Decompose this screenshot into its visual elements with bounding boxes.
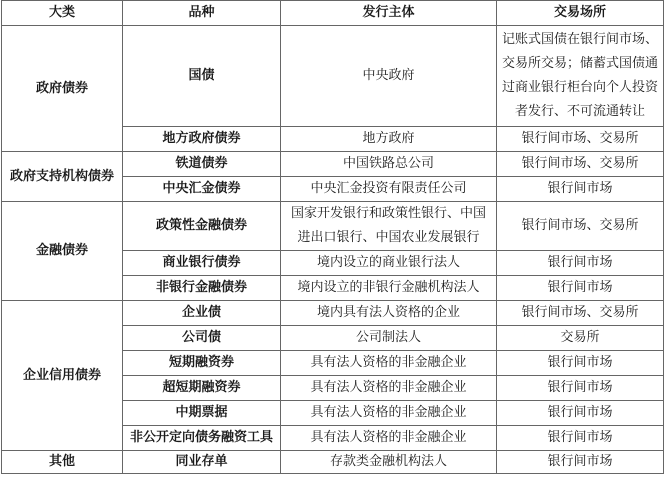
variety-cell: 商业银行债券 bbox=[123, 251, 281, 276]
issuer-cell: 具有法人资格的非金融企业 bbox=[281, 426, 497, 451]
issuer-cell: 中央政府 bbox=[281, 26, 497, 127]
variety-cell: 铁道债券 bbox=[123, 152, 281, 177]
venue-cell: 银行间市场 bbox=[497, 401, 664, 426]
venue-cell: 银行间市场 bbox=[497, 251, 664, 276]
table-row bbox=[2, 26, 664, 127]
category-cell: 金融债券 bbox=[2, 202, 123, 301]
variety-cell: 短期融资券 bbox=[123, 351, 281, 376]
issuer-cell: 中央汇金投资有限责任公司 bbox=[281, 177, 497, 202]
issuer-cell: 存款类金融机构法人 bbox=[281, 451, 497, 474]
table-row bbox=[2, 301, 664, 326]
variety-cell: 非公开定向债务融资工具 bbox=[123, 426, 281, 451]
issuer-cell: 境内具有法人资格的企业 bbox=[281, 301, 497, 326]
issuer-cell: 境内设立的非银行金融机构法人 bbox=[281, 276, 497, 301]
category-cell: 其他 bbox=[2, 451, 123, 474]
variety-cell: 公司债 bbox=[123, 326, 281, 351]
issuer-cell: 境内设立的商业银行法人 bbox=[281, 251, 497, 276]
variety-cell: 同业存单 bbox=[123, 451, 281, 474]
issuer-cell: 中国铁路总公司 bbox=[281, 152, 497, 177]
table-row bbox=[2, 202, 664, 251]
variety-cell: 国债 bbox=[123, 26, 281, 127]
issuer-cell bbox=[281, 202, 497, 251]
header-venue: 交易场所 bbox=[497, 1, 664, 26]
venue-cell: 银行间市场 bbox=[497, 276, 664, 301]
category-cell: 政府债券 bbox=[2, 26, 123, 152]
table-row bbox=[2, 451, 664, 474]
variety-cell: 中央汇金债券 bbox=[123, 177, 281, 202]
issuer-cell: 地方政府 bbox=[281, 127, 497, 152]
venue-cell: 银行间市场、交易所 bbox=[497, 301, 664, 326]
venue-cell: 银行间市场、交易所 bbox=[497, 127, 664, 152]
variety-cell: 企业债 bbox=[123, 301, 281, 326]
venue-cell: 银行间市场 bbox=[497, 426, 664, 451]
issuer-cell: 公司制法人 bbox=[281, 326, 497, 351]
variety-cell: 超短期融资券 bbox=[123, 376, 281, 401]
venue-cell: 银行间市场 bbox=[497, 351, 664, 376]
header-category: 大类 bbox=[2, 1, 123, 26]
category-cell: 企业信用债券 bbox=[2, 301, 123, 451]
venue-cell: 银行间市场 bbox=[497, 451, 664, 474]
variety-cell: 中期票据 bbox=[123, 401, 281, 426]
variety-cell: 非银行金融债券 bbox=[123, 276, 281, 301]
table-row bbox=[2, 152, 664, 177]
variety-cell: 地方政府债券 bbox=[123, 127, 281, 152]
venue-text: 记账式国债在银行间市场、交易所交易；储蓄式国债通过商业银行柜台向个人投资者发行、不可流通转让 bbox=[501, 32, 658, 119]
header-variety: 品种 bbox=[123, 1, 281, 26]
category-cell: 政府支持机构债券 bbox=[2, 152, 123, 202]
venue-cell: 银行间市场、交易所 bbox=[497, 152, 664, 177]
venue-cell: 银行间市场 bbox=[497, 376, 664, 401]
issuer-cell: 具有法人资格的非金融企业 bbox=[281, 351, 497, 376]
venue-cell: 银行间市场、交易所 bbox=[497, 202, 664, 251]
venue-cell bbox=[497, 26, 664, 127]
variety-cell: 政策性金融债券 bbox=[123, 202, 281, 251]
issuer-cell: 具有法人资格的非金融企业 bbox=[281, 376, 497, 401]
header-row bbox=[2, 1, 664, 26]
venue-cell: 交易所 bbox=[497, 326, 664, 351]
bond-classification-table bbox=[1, 0, 664, 474]
header-issuer: 发行主体 bbox=[281, 1, 497, 26]
issuer-cell: 具有法人资格的非金融企业 bbox=[281, 401, 497, 426]
issuer-text: 国家开发银行和政策性银行、中国进出口银行、中国农业发展银行 bbox=[290, 206, 486, 245]
venue-cell: 银行间市场 bbox=[497, 177, 664, 202]
